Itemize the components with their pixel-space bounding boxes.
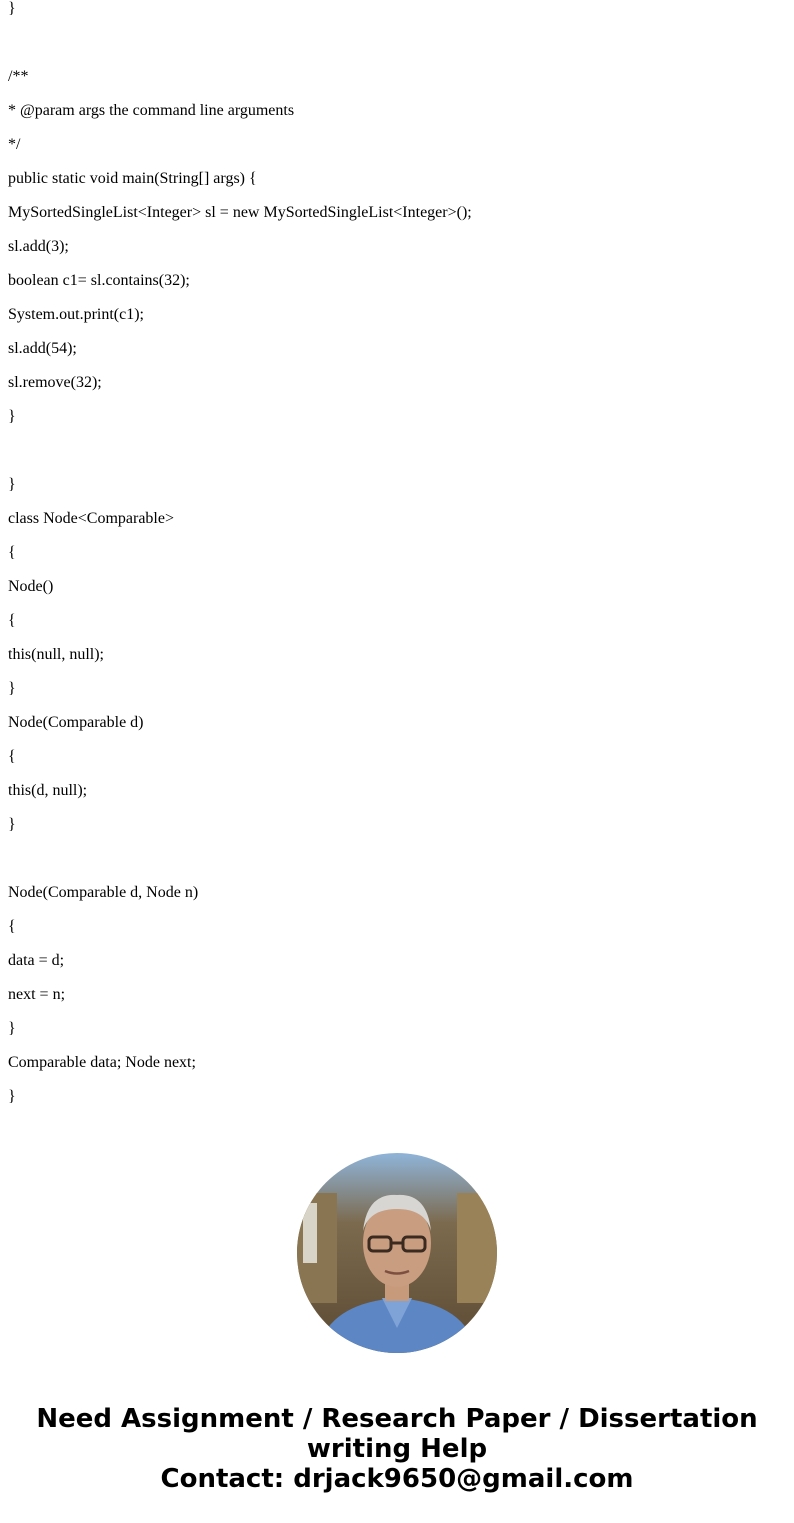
author-avatar <box>297 1153 497 1353</box>
code-line: this(d, null); <box>8 782 88 799</box>
contact-email: Contact: drjack9650@gmail.com <box>160 1464 634 1494</box>
code-line: data = d; <box>8 952 65 969</box>
code-line: public static void main(String[] args) { <box>8 170 257 187</box>
code-line: * @param args the command line arguments <box>8 102 295 119</box>
code-line: this(null, null); <box>8 646 104 663</box>
code-line: } <box>8 476 16 493</box>
code-line: Node() <box>8 578 54 595</box>
code-line: } <box>8 1088 16 1105</box>
person-photo-icon <box>297 1153 497 1353</box>
banner-line-2: writing Help <box>306 1434 488 1464</box>
code-line: { <box>8 544 16 561</box>
code-line: Node(Comparable d, Node n) <box>8 884 199 901</box>
code-line: { <box>8 748 16 765</box>
code-line <box>8 34 788 68</box>
code-line: } <box>8 680 16 697</box>
code-line <box>8 442 788 476</box>
banner-line-1: Need Assignment / Research Paper / Dissertation <box>36 1404 758 1434</box>
code-line: sl.remove(32); <box>8 374 102 391</box>
code-line: } <box>8 816 16 833</box>
code-line: } <box>8 408 16 425</box>
code-line: MySortedSingleList<Integer> sl = new MySortedSingleList<Integer>(); <box>8 204 472 221</box>
code-line: /** <box>8 68 29 85</box>
code-line <box>8 850 788 884</box>
code-line: sl.add(54); <box>8 340 77 357</box>
code-line: Node(Comparable d) <box>8 714 144 731</box>
code-line: boolean c1= sl.contains(32); <box>8 272 190 289</box>
contact-banner <box>0 1404 794 1494</box>
code-line: System.out.print(c1); <box>8 306 144 323</box>
code-line: */ <box>8 136 21 153</box>
code-line: next = n; <box>8 986 66 1003</box>
code-line: { <box>8 918 16 935</box>
code-line: } <box>8 1020 16 1037</box>
code-line: Comparable data; Node next; <box>8 1054 196 1071</box>
code-line: { <box>8 612 16 629</box>
code-listing <box>8 0 788 1122</box>
code-line: } <box>8 0 16 17</box>
code-line: sl.add(3); <box>8 238 69 255</box>
code-line: class Node<Comparable> <box>8 510 174 527</box>
